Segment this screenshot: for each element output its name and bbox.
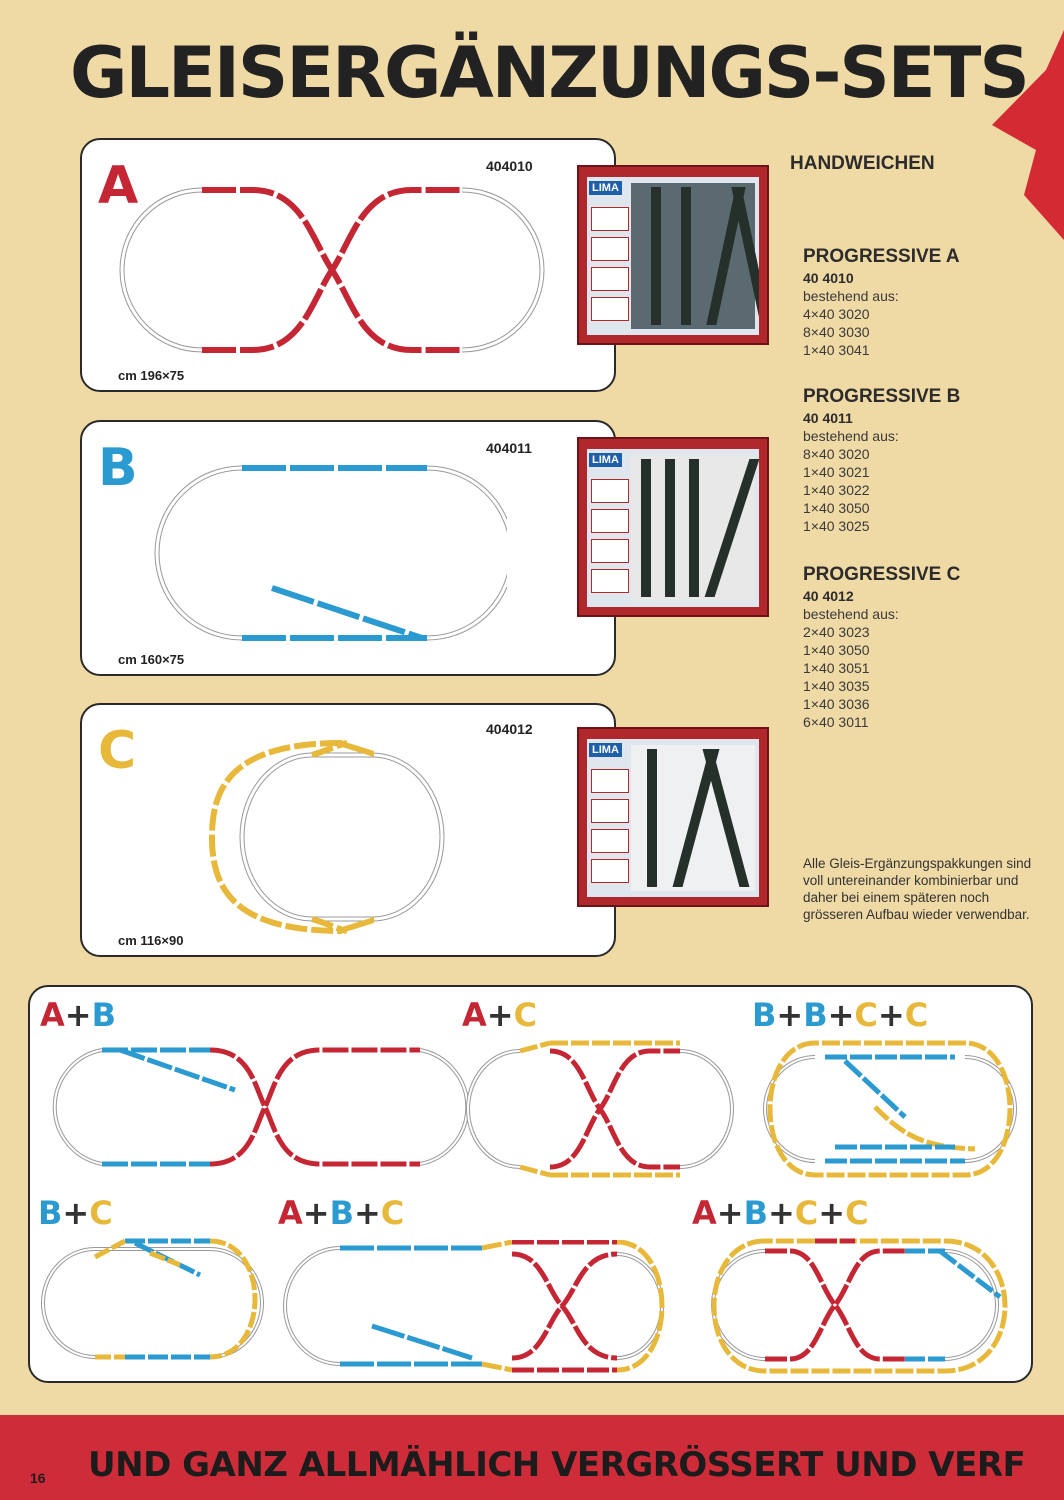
- set-a-letter: A: [98, 156, 139, 216]
- progressive-a-article: 40 4010: [803, 270, 854, 286]
- progressive-b-item: 1×40 3022: [803, 482, 870, 498]
- progressive-b-item: 8×40 3020: [803, 446, 870, 462]
- progressive-c-item: 6×40 3011: [803, 714, 869, 730]
- set-c-product-box: [577, 727, 769, 907]
- set-c-dimensions: cm 116×90: [118, 933, 184, 948]
- progressive-b-item: 1×40 3050: [803, 500, 870, 516]
- progressive-b-article: 40 4011: [803, 410, 853, 426]
- page-number: 16: [30, 1470, 46, 1486]
- progressive-c-name: PROGRESSIVE C: [803, 564, 961, 585]
- set-b-panel: [80, 420, 616, 676]
- progressive-b-group: [803, 385, 960, 535]
- sidebar-heading: HANDWEICHEN: [790, 153, 935, 174]
- combo-a-b-label: A+B: [40, 996, 116, 1034]
- combo-a-c-diagram: [465, 1039, 735, 1179]
- progressive-a-item: 8×40 3030: [803, 324, 870, 340]
- progressive-a-item: 4×40 3020: [803, 306, 870, 322]
- combo-a-b-c-label: A+B+C: [278, 1194, 405, 1232]
- page-title: GLEISERGÄNZUNGS-SETS: [70, 32, 1028, 114]
- set-b-dimensions: cm 160×75: [118, 652, 185, 667]
- combo-b-c-label: B+C: [38, 1194, 113, 1232]
- progressive-c-item: 1×40 3051: [803, 660, 870, 676]
- set-b-box-logo: LIMA: [589, 453, 622, 467]
- progressive-c-consists-label: bestehend aus:: [803, 606, 899, 622]
- set-c-letter: C: [98, 721, 137, 781]
- corner-flag-graphic: [984, 30, 1064, 240]
- combo-a-c-label: A+C: [462, 996, 538, 1034]
- progressive-c-group: [803, 563, 960, 731]
- progressive-b-item: 1×40 3021: [803, 464, 870, 480]
- set-c-box-logo: LIMA: [589, 743, 622, 757]
- progressive-a-group: [803, 245, 960, 359]
- progressive-a-item: 1×40 3041: [803, 342, 870, 358]
- combo-a-b-c-c-diagram: [695, 1237, 1030, 1375]
- combo-b-b-c-c-label: B+B+C+C: [752, 996, 929, 1034]
- set-b-letter: B: [98, 438, 138, 498]
- progressive-c-item: 1×40 3036: [803, 696, 870, 712]
- progressive-b-name: PROGRESSIVE B: [803, 386, 961, 407]
- footer-slogan: UND GANZ ALLMÄHLICH VERGRÖSSERT UND VERF: [88, 1445, 1026, 1485]
- progressive-c-item: 1×40 3035: [803, 678, 870, 694]
- set-a-product-box: [577, 165, 769, 345]
- set-a-dimensions: cm 196×75: [118, 368, 185, 383]
- set-b-code: 404011: [486, 440, 532, 456]
- progressive-c-item: 1×40 3050: [803, 642, 870, 658]
- combo-a-b-c-c-label: A+B+C+C: [692, 1194, 869, 1232]
- progressive-a-name: PROGRESSIVE A: [803, 246, 960, 267]
- progressive-c-item: 2×40 3023: [803, 624, 870, 640]
- set-a-panel: [80, 138, 616, 392]
- set-a-box-logo: LIMA: [589, 181, 622, 195]
- progressive-b-consists-label: bestehend aus:: [803, 428, 899, 444]
- set-a-code: 404010: [486, 158, 533, 174]
- combinations-panel: [28, 985, 1033, 1383]
- progressive-b-item: 1×40 3025: [803, 518, 870, 534]
- progressive-a-consists-label: bestehend aus:: [803, 288, 899, 304]
- combo-b-c-diagram: [40, 1235, 275, 1370]
- set-c-panel: [80, 703, 616, 957]
- set-b-track-diagram: [147, 458, 507, 648]
- set-a-track-diagram: [112, 180, 552, 360]
- set-b-product-box: [577, 437, 769, 617]
- progressive-c-article: 40 4012: [803, 588, 854, 604]
- combo-a-b-diagram: [40, 1042, 480, 1172]
- combo-a-b-c-diagram: [282, 1240, 667, 1375]
- set-c-track-diagram: [202, 727, 482, 937]
- compatibility-note: Alle Gleis-Ergänzungspakkungen sind voll untereinander kombinierbar und daher bei einem späteren noch grösseren Aufbau wieder verwendbar.: [803, 856, 1032, 922]
- set-c-code: 404012: [486, 721, 533, 737]
- combo-b-b-c-c-diagram: [755, 1037, 1025, 1182]
